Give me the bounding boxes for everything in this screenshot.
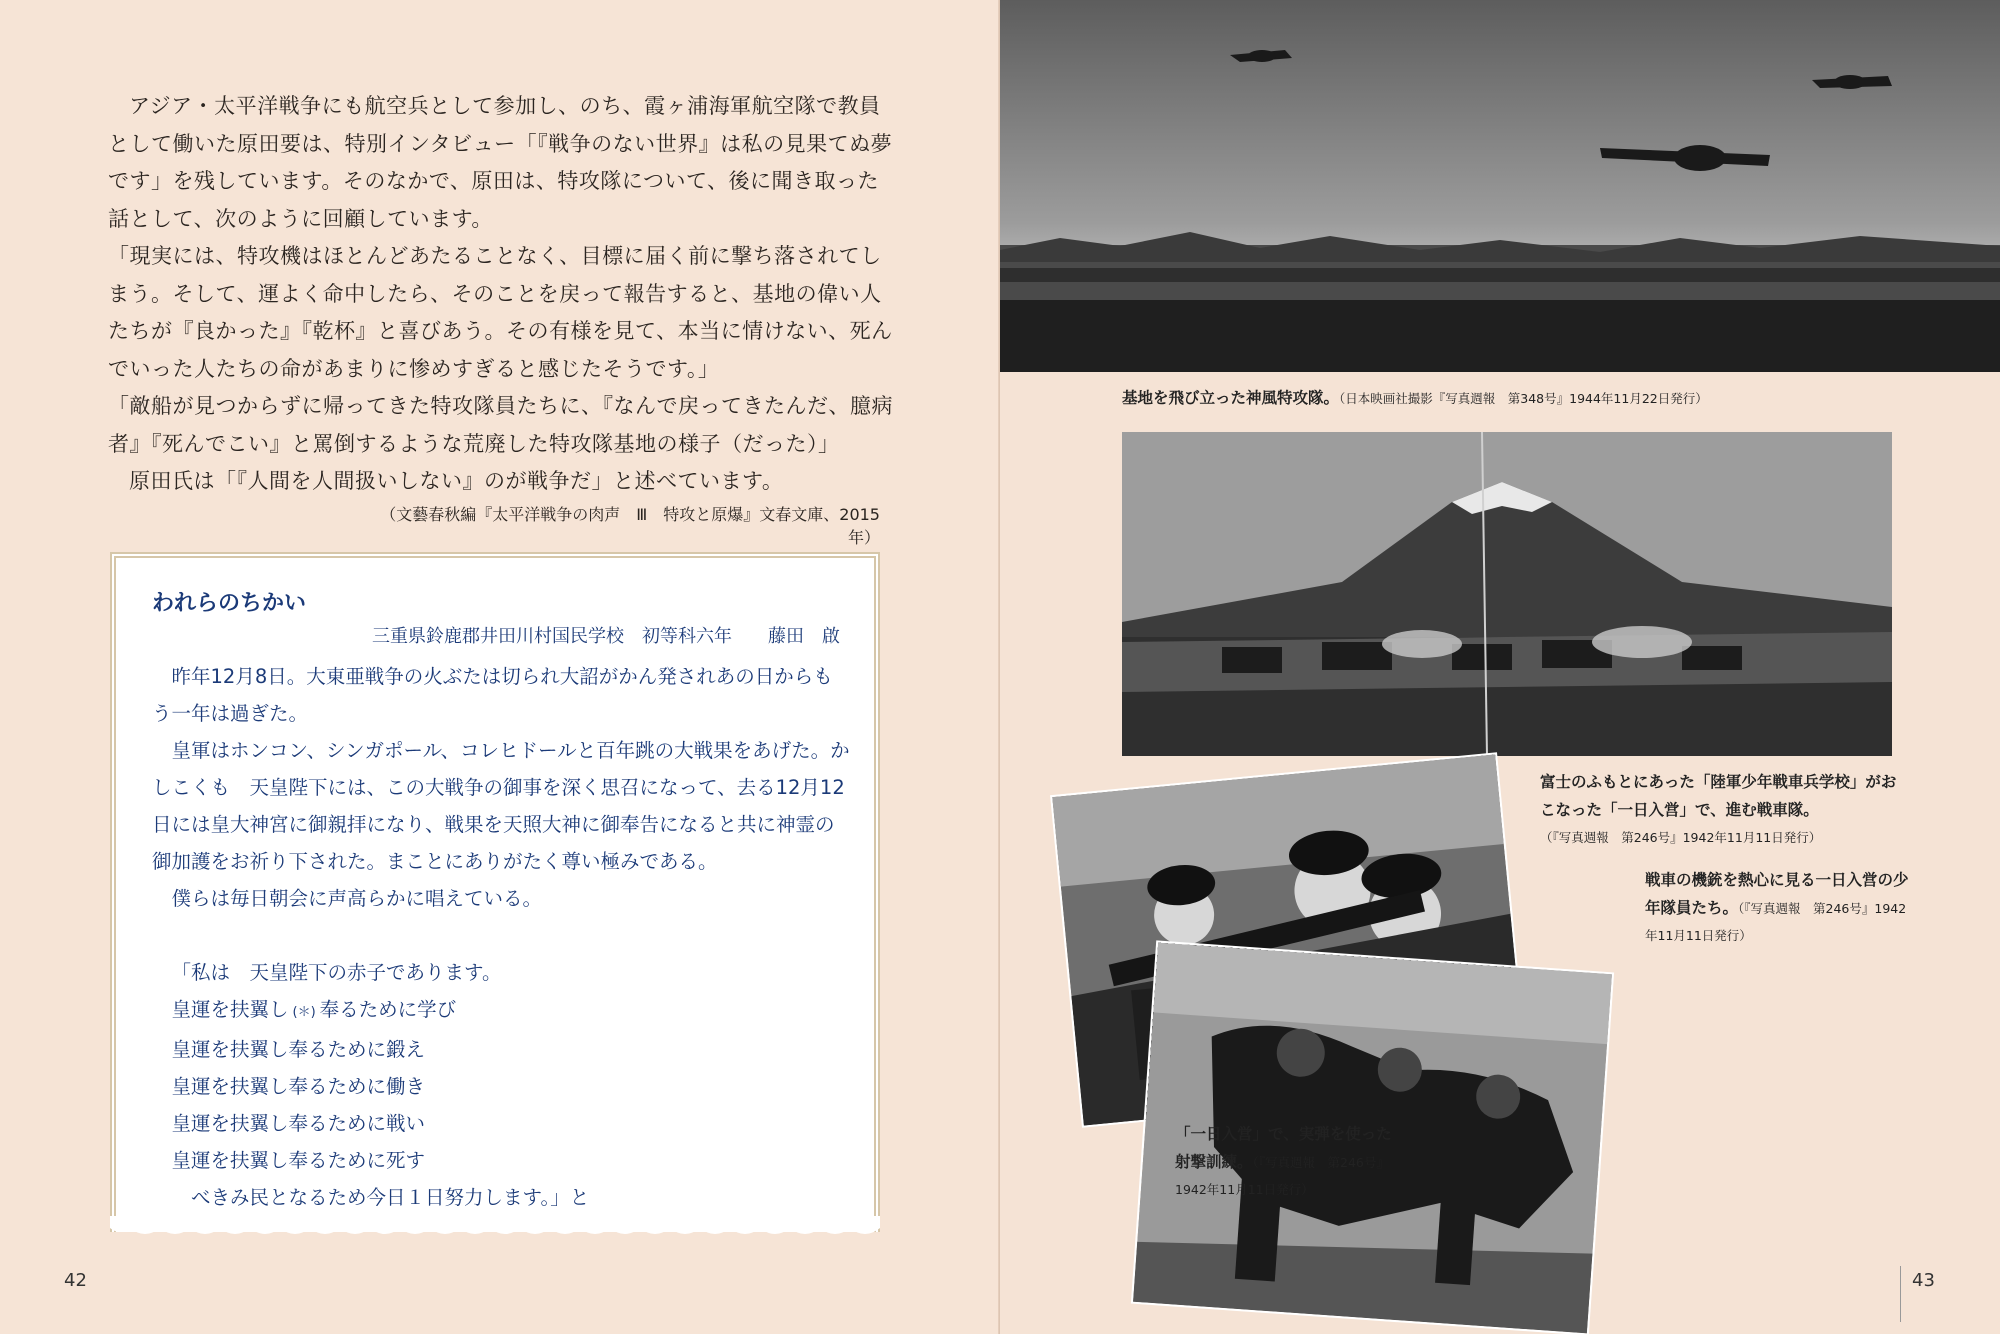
- caption-3-title: 戦車の機銃を熱心に見る一日入営の少年隊員たち。: [1645, 871, 1909, 917]
- caption-photo-2: [1540, 768, 1910, 851]
- pledge-wave-edge: [110, 1216, 880, 1246]
- pledge-line: 皇軍はホンコン、シンガポール、コレヒドールと百年跳の大戦果をあげた。かしこくも 天皇陛下には、この大戦争の御事を深く思召になって、去る12月12日には皇大神宮に御親拝になり、戦果を天照大神に御奉告になると共に神霊の御加護をお祈り下された。まことにありがたく尊い極みである。: [152, 739, 850, 873]
- pledge-spacer: [152, 917, 852, 954]
- pledge-body: [152, 658, 852, 1216]
- page-number-right: 43: [1912, 1270, 1935, 1291]
- article-source: （文藝春秋編『太平洋戦争の肉声 Ⅲ 特攻と原爆』文春文庫、2015年）: [380, 505, 880, 547]
- article-paragraph-2: 原田氏は「『人間を人間扱いしない』のが戦争だ」と述べています。: [129, 469, 784, 493]
- pledge-line: 昨年12月8日。大東亜戦争の火ぶたは切られ大詔がかん発されあの日からもう一年は過ぎた。: [152, 665, 833, 725]
- caption-2-source: （『写真週報 第246号』1942年11月11日発行）: [1540, 830, 1822, 845]
- article-text: [108, 88, 898, 501]
- pledge-line: 皇運を扶翼し奉るために働き: [171, 1075, 426, 1098]
- pledge-title: われらのちかい: [152, 591, 307, 616]
- pledge-line: 皇運を扶翼し奉るために戦い: [171, 1112, 426, 1135]
- pledge-line: べきみ民となるため今日１日努力します。」と: [191, 1186, 590, 1209]
- caption-4-source: （『写真週報 第246号』1942年11月11日発行）: [1175, 1155, 1389, 1197]
- caption-1-source: （日本映画社撮影『写真週報 第348号』1944年11月22日発行）: [1339, 391, 1708, 406]
- page-number-left: 42: [64, 1270, 87, 1291]
- caption-1-title: 基地を飛び立った神風特攻隊。: [1122, 389, 1340, 407]
- article-paragraph-1: アジア・太平洋戦争にも航空兵として参加し、のち、霞ヶ浦海軍航空隊で教員として働いた原田要は、特別インタビュー「『戦争のない世界』は私の見果てぬ夢です」を残しています。そのなかで、原田は、特攻隊について、後に聞き取った話として、次のように回顧しています。: [108, 94, 893, 231]
- footnote-mark: (＊): [292, 1005, 316, 1020]
- caption-3-source: （『写真週報 第246号』1942年11月11日発行）: [1645, 901, 1907, 943]
- article-quote-2: 「敵船が見つからずに帰ってきた特攻隊員たちに、『なんで戻ってきたんだ、臆病者』『死んでこい』と罵倒するような荒廃した特攻隊基地の様子（だった）」: [108, 394, 893, 456]
- caption-4-title: 「一日入営」で、実弾を使った射撃訓練。: [1175, 1125, 1392, 1171]
- caption-2-title: 富士のふもとにあった「陸軍少年戦車兵学校」がおこなった「一日入営」で、進む戦車隊。: [1540, 773, 1897, 819]
- caption-photo-3: [1645, 866, 1915, 949]
- photo-fuji-tanks: [1122, 432, 1892, 756]
- pledge-box: [110, 552, 880, 1232]
- caption-photo-4: [1175, 1120, 1405, 1203]
- photo-kamikaze-planes: [1000, 0, 2000, 372]
- pledge-line-part: 皇運を扶翼し: [171, 998, 289, 1021]
- right-page: [1000, 0, 2000, 1334]
- caption-photo-1: [1122, 385, 1922, 412]
- pledge-line: 皇運を扶翼し奉るために鍛え: [171, 1038, 426, 1061]
- page-number-rule: [1900, 1266, 1901, 1322]
- pledge-line: 僕らは毎日朝会に声高らかに唱えている。: [171, 887, 543, 910]
- pledge-line: [152, 991, 852, 1031]
- pledge-line-part: 奉るために学び: [319, 998, 457, 1021]
- article-quote-1: 「現実には、特攻機はほとんどあたることなく、目標に届く前に撃ち落されてしまう。そして、運よく命中したら、そのことを戻って報告すると、基地の偉い人たちが『良かった』『乾杯』と喜びあう。その有様を見て、本当に情けない、死んでいった人たちの命があまりに惨めすぎると感じたそうです。」: [108, 244, 893, 381]
- pledge-line: 皇運を扶翼し奉るために死す: [171, 1149, 426, 1172]
- pledge-line: 「私は 天皇陛下の赤子であります。: [171, 961, 502, 984]
- pledge-author: 三重県鈴鹿郡井田川村国民学校 初等科六年 藤田 啟: [372, 626, 840, 647]
